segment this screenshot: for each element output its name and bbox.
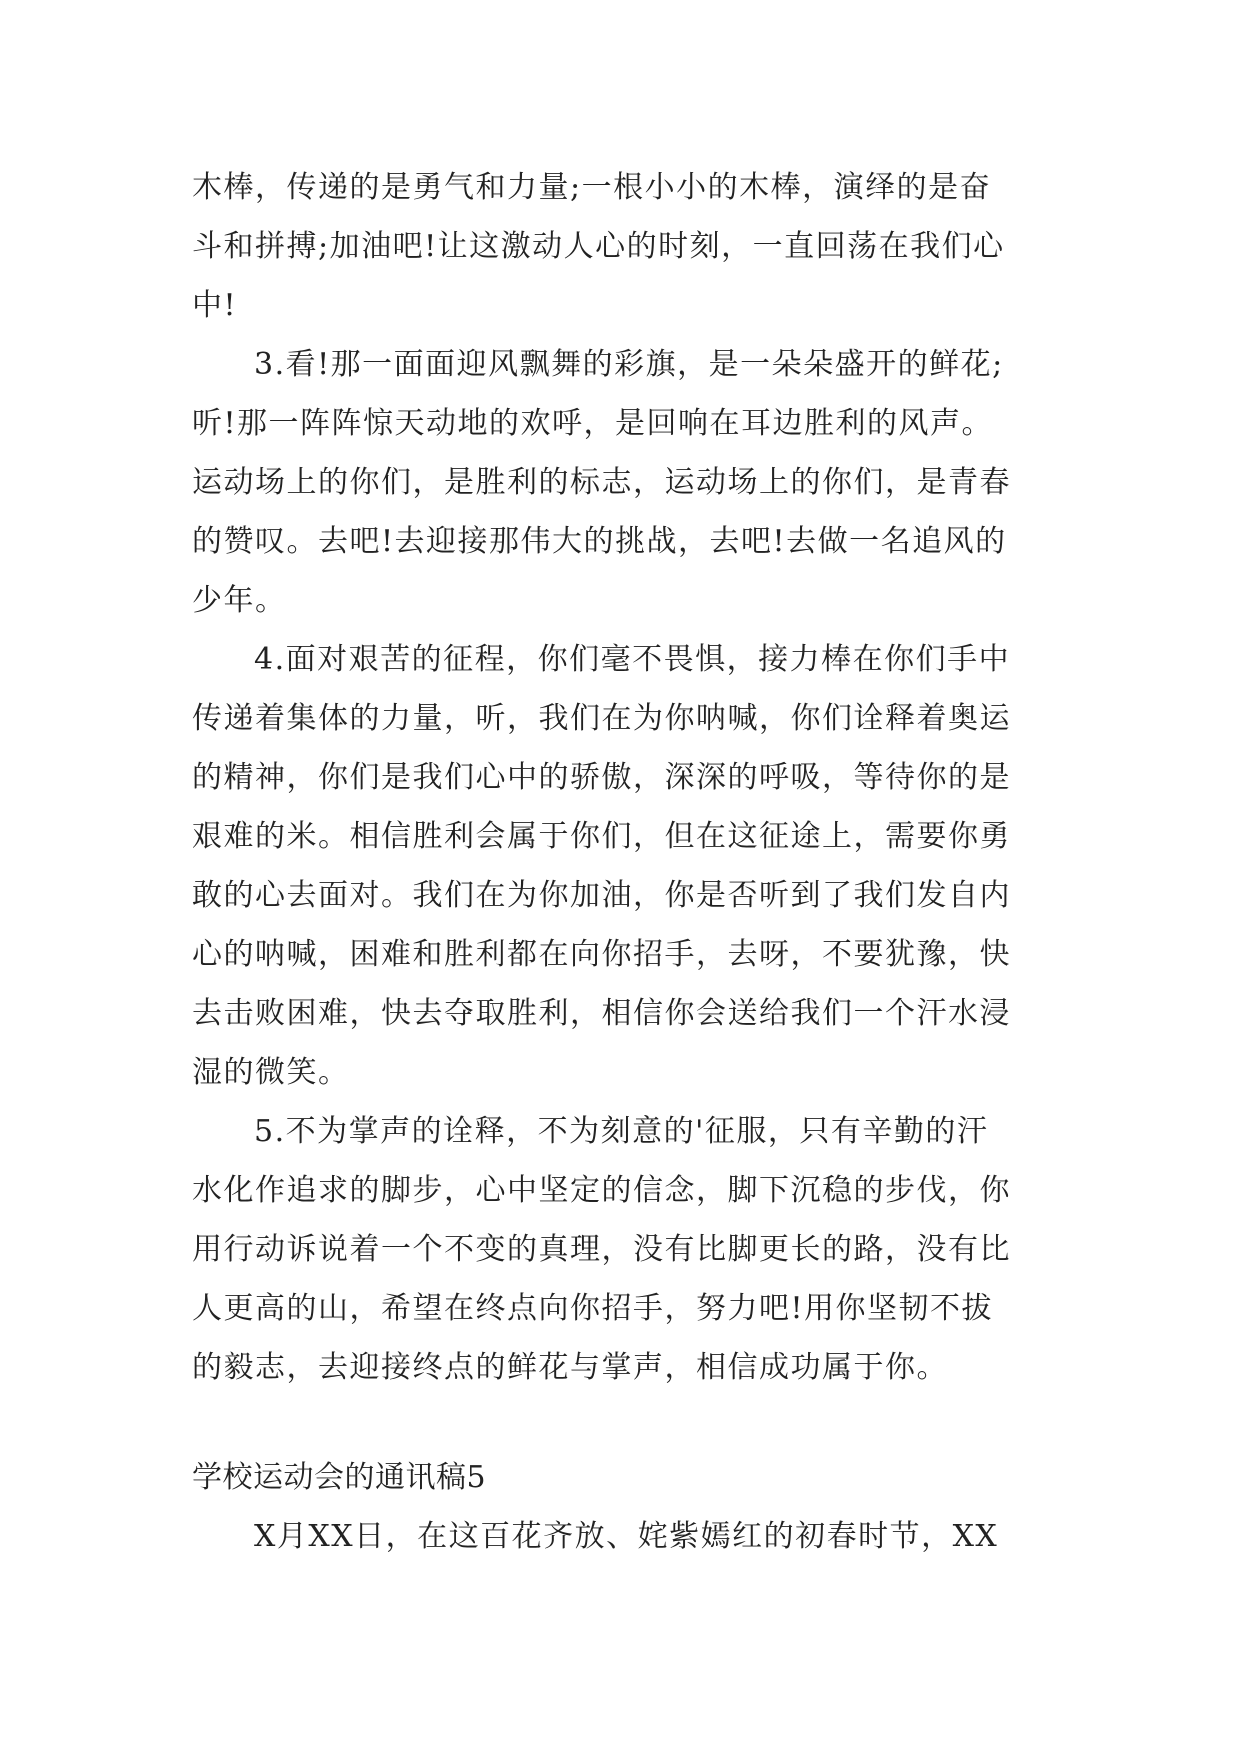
paragraph-line: 的精神，你们是我们心中的骄傲，深深的呼吸，等待你的是 xyxy=(192,760,1011,795)
paragraph-line: 听!那一阵阵惊天动地的欢呼，是回响在耳边胜利的风声。 xyxy=(192,406,994,441)
section-heading xyxy=(192,1448,1072,1507)
paragraph-line: 艰难的米。相信胜利会属于你们，但在这征途上，需要你勇 xyxy=(192,819,1011,854)
paragraph-line: 用行动诉说着一个不变的真理，没有比脚更长的路，没有比 xyxy=(192,1232,1011,1267)
paragraph-line: 4.面对艰苦的征程，你们毫不畏惧，接力棒在你们手中 xyxy=(254,642,1011,677)
paragraph-line: 的毅志，去迎接终点的鲜花与掌声，相信成功属于你。 xyxy=(192,1350,948,1385)
paragraph-line: 3.看!那一面面迎风飘舞的彩旗，是一朵朵盛开的鲜花; xyxy=(254,347,1004,382)
paragraph-line: 水化作追求的脚步，心中坚定的信念，脚下沉稳的步伐，你 xyxy=(192,1173,1011,1208)
continued-paragraph xyxy=(192,158,1072,335)
paragraph-5 xyxy=(192,1102,1072,1397)
paragraph-line: 传递着集体的力量，听，我们在为你呐喊，你们诠释着奥运 xyxy=(192,701,1011,736)
paragraph-line: 的赞叹。去吧!去迎接那伟大的挑战，去吧!去做一名追风的 xyxy=(192,524,1007,559)
paragraph-line: 斗和拼搏;加油吧!让这激动人心的时刻，一直回荡在我们心 xyxy=(192,229,1005,264)
paragraph-line: 人更高的山，希望在终点向你招手，努力吧!用你坚韧不拔 xyxy=(192,1291,994,1326)
paragraph-3 xyxy=(192,335,1072,630)
paragraph-line: 5.不为掌声的诠释，不为刻意的'征服，只有辛勤的汗 xyxy=(254,1114,989,1149)
paragraph-line: 心的呐喊，困难和胜利都在向你招手，去呀，不要犹豫，快 xyxy=(192,937,1011,972)
paragraph-line: 木棒，传递的是勇气和力量;一根小小的木棒，演绎的是奋 xyxy=(192,170,992,205)
document-body xyxy=(192,158,1072,1566)
paragraph-line: 中! xyxy=(192,288,238,323)
paragraph-4 xyxy=(192,630,1072,1102)
paragraph-line: 运动场上的你们，是胜利的标志，运动场上的你们，是青春 xyxy=(192,465,1011,500)
paragraph-6 xyxy=(192,1507,1072,1566)
paragraph-line: 敢的心去面对。我们在为你加油，你是否听到了我们发自内 xyxy=(192,878,1011,913)
paragraph-line: 湿的微笑。 xyxy=(192,1055,350,1090)
paragraph-line: 少年。 xyxy=(192,583,287,618)
section-heading-text: 学校运动会的通讯稿5 xyxy=(192,1460,487,1495)
paragraph-line: X月XX日，在这百花齐放、姹紫嫣红的初春时节，XX xyxy=(254,1519,999,1554)
paragraph-line: 去击败困难，快去夺取胜利，相信你会送给我们一个汗水浸 xyxy=(192,996,1011,1031)
